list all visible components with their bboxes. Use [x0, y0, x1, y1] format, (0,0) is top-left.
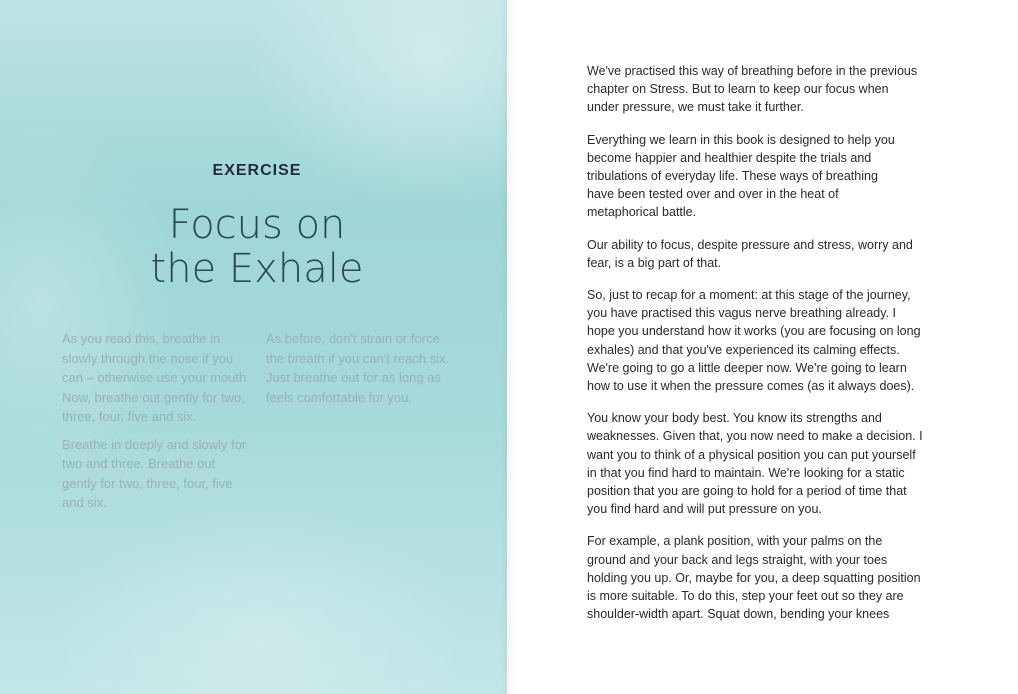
- exercise-label: EXERCISE: [212, 162, 302, 179]
- right-page: [507, 0, 1018, 694]
- instruction-column-right: [266, 329, 456, 415]
- page-gutter-shadow: [507, 0, 517, 694]
- body-paragraph: For example, a plank position, with your palms on the ground and your back and legs straight, with your toes holding you up. Or, maybe for you, a deep squatting position is more suitable. To do this, step your feet out so they are shoulder-width apart. Squat down, bending your knees: [587, 534, 921, 622]
- instruction-paragraph: As before, don't strain or force the breath if you can't reach six. Just breathe out for as long as feels comfortable for you.: [266, 331, 450, 405]
- exercise-title: [0, 203, 507, 291]
- exercise-title-line-1: Focus on: [168, 202, 346, 248]
- instruction-paragraph: Breathe in deeply and slowly for two and three. Breathe out gently for two, three, four, five and six.: [62, 436, 247, 510]
- body-paragraph: We've practised this way of breathing before in the previous chapter on Stress. But to learn to keep our focus when under pressure, we must take it further.: [587, 64, 918, 115]
- instruction-column-left: [62, 329, 252, 521]
- body-paragraph: Everything we learn in this book is designed to help you become happier and healthier despite the trials and tribulations of everyday life. These ways of breathing have been tested over and over in the heat of metaphorical battle.: [587, 132, 895, 220]
- left-page: [0, 0, 507, 694]
- body-paragraph: Our ability to focus, despite pressure and stress, worry and fear, is a big part of that.: [587, 237, 913, 270]
- body-paragraph: You know your body best. You know its strengths and weaknesses. Given that, you now need to make a decision. I want you to think of a physical position you can put yourself in that you find hard to maintain. We're looking for a static position that you are going to hold for a period of time that you find hard and will put pressure on you.: [587, 411, 923, 517]
- instruction-paragraph: As you read this, breathe in slowly through the nose if you can – otherwise use your mouth. Now, breathe out gently for two, three, four, five and six.: [62, 331, 250, 424]
- body-paragraph: So, just to recap for a moment: at this stage of the journey, you have practised this vagus nerve breathing already. I hope you understand how it works (you are focusing on long exhales) and that you've experienced its calming effects. We're going to go a little deeper now. We're going to learn how to use it when the pressure comes (as it always does).: [587, 288, 921, 394]
- body-text: [587, 62, 947, 637]
- exercise-title-line-2: the Exhale: [150, 246, 364, 292]
